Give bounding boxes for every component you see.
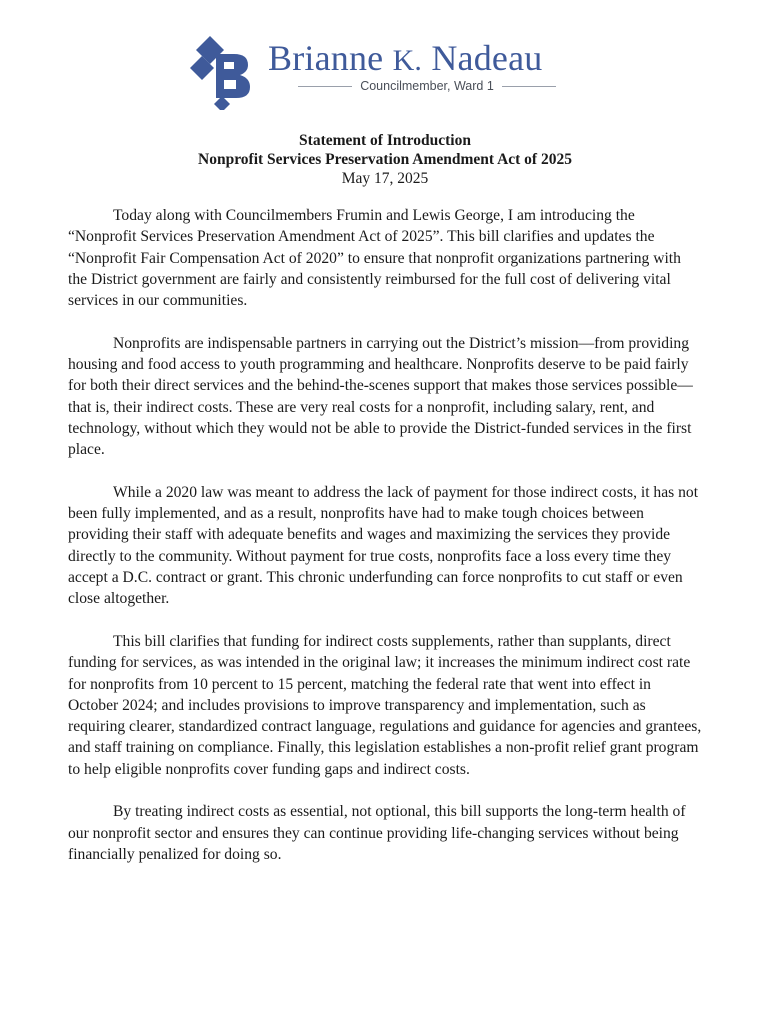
paragraph-1: Today along with Councilmembers Frumin and Lewis George, I am introducing the “Nonprofit Services Preservation Amendment Act of 2025”. This bill clarifies and updates the “Nonprofit Fair Compensation Act of 2020” to ensure that nonprofit organizations partnering with the District government are fairly and consistently reimbursed for the full cost of delivering vital services in our communities. — [68, 207, 681, 310]
statement-title: Statement of Introduction — [299, 132, 471, 149]
statement-heading — [68, 131, 702, 188]
statement-body — [68, 205, 702, 887]
name-initial: K. — [392, 44, 423, 77]
paragraph-2: Nonprofits are indispensable partners in carrying out the District’s mission—from providing housing and food access to youth programming and healthcare. Nonprofits deserve to be paid fairly for both their direct services and the behind-the-scenes support that makes those services possible—that is, their indirect costs. These are very real costs for a nonprofit, including salary, rent, and technology, without which they would not be able to provide the District-funded services in the first place. — [68, 334, 693, 459]
bill-title: Nonprofit Services Preservation Amendment Act of 2025 — [198, 151, 572, 168]
left-rule — [298, 86, 352, 87]
paragraph-5: By treating indirect costs as essential, not optional, this bill supports the long-term health of our nonprofit sector and ensures they can continue providing life-changing services without being financially penalized for doing so. — [68, 803, 686, 863]
paragraph-4: This bill clarifies that funding for indirect costs supplements, rather than supplants, direct funding for services, as was intended in the original law; it increases the minimum indirect cost rate for nonprofits from 10 percent to 15 percent, matching the federal rate that went into effect in October 2024; and includes provisions to improve transparency and implementation, such as requiring clearer, standardized contract language, regulations and guidance for agencies and grantees, and staff training on compliance. Finally, this legislation establishes a non-profit relief grant program to help eligible nonprofits cover funding gaps and indirect costs. — [68, 632, 702, 778]
letterhead — [190, 34, 590, 114]
logo-icon — [190, 34, 256, 110]
name-first: Brianne — [268, 38, 384, 78]
councilmember-title: Councilmember, Ward 1 — [360, 79, 494, 93]
right-rule — [502, 86, 556, 87]
statement-date: May 17, 2025 — [341, 170, 429, 187]
name-last: Nadeau — [431, 38, 543, 78]
paragraph-3: While a 2020 law was meant to address the lack of payment for those indirect costs, it has not been fully implemented, and as a result, nonprofits have had to make tough choices between providing their staff with adequate benefits and wages and maximizing the services they provide directly to the community. Without payment for true costs, nonprofits face a loss every time they accept a D.C. contract or grant. This chronic underfunding can force nonprofits to cut staff or even close altogether. — [68, 483, 699, 608]
subtitle-row — [298, 78, 556, 94]
